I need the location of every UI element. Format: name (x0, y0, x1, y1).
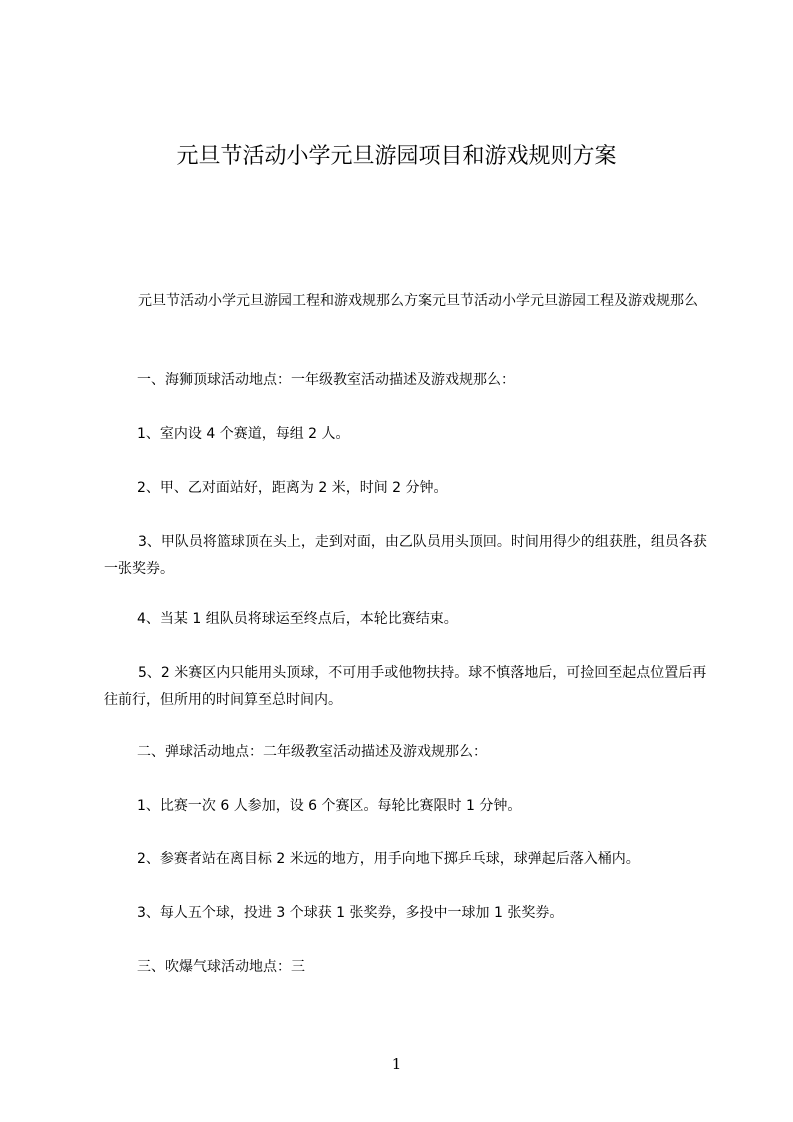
rule-item: 2、参赛者站在离目标 2 米远的地方，用手向地下掷乒乓球，球弹起后落入桶内。 (137, 851, 640, 867)
intro-paragraph: 元旦节活动小学元旦游园工程和游戏规那么方案元旦节活动小学元旦游园工程及游戏规那么 (138, 293, 698, 309)
section-heading-1: 一、海狮顶球活动地点：一年级教室活动描述及游戏规那么： (137, 372, 515, 388)
rule-item: 1、室内设 4 个赛道，每组 2 人。 (137, 426, 350, 442)
section-heading-3: 三、吹爆气球活动地点：三 (137, 959, 305, 975)
rule-item: 4、当某 1 组队员将球运至终点后，本轮比赛结束。 (137, 611, 458, 627)
rule-item: 3、每人五个球，投进 3 个球获 1 张奖券，多投中一球加 1 张奖券。 (137, 905, 564, 921)
document-title: 元旦节活动小学元旦游园项目和游戏规则方案 (176, 144, 617, 169)
rule-item: 3、甲队员将篮球顶在头上，走到对面，由乙队员用头顶回。时间用得少的组获胜，组员各获一张奖券。 (104, 534, 707, 577)
section-heading-2: 二、弹球活动地点：二年级教室活动描述及游戏规那么： (137, 744, 487, 760)
rule-item: 5、2 米赛区内只能用头顶球，不可用手或他物扶持。球不慎落地后，可捡回至起点位置后再往前行，但所用的时间算至总时间内。 (104, 665, 707, 708)
rule-item: 2、甲、乙对面站好，距离为 2 米，时间 2 分钟。 (137, 480, 448, 496)
page-number: 1 (391, 1055, 402, 1073)
rule-item: 1、比赛一次 6 人参加，设 6 个赛区。每轮比赛限时 1 分钟。 (137, 798, 522, 814)
